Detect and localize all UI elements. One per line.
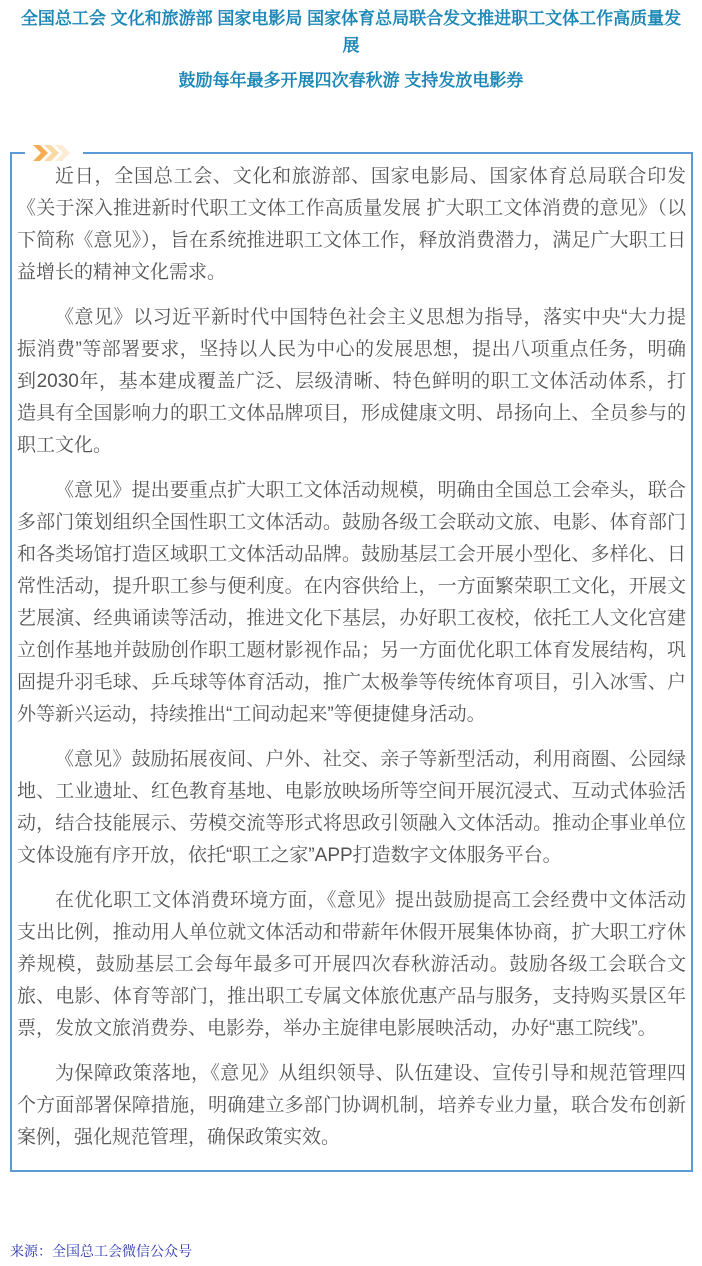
- paragraph: 《意见》鼓励拓展夜间、户外、社交、亲子等新型活动，利用商圈、公园绿地、工业遗址、红色教育基地、电影放映场所等空间开展沉浸式、互动式体验活动，结合技能展示、劳模交流等形式将思政引领融入文体活动。推动企事业单位文体设施有序开放，依托“职工之家”APP打造数字文体服务平台。: [17, 749, 686, 866]
- article-body: [10, 152, 693, 1172]
- paragraph: 《意见》提出要重点扩大职工文体活动规模，明确由全国总工会牵头，联合多部门策划组织全国性职工文体活动。鼓励各级工会联动文旅、电影、体育部门和各类场馆打造区域职工文体活动品牌。鼓励基层工会开展小型化、多样化、日常性活动，提升职工参与便利度。在内容供给上，一方面繁荣职工文化，开展文艺展演、经典诵读等活动，推进文化下基层，办好职工夜校，依托工人文化宫建立创作基地并鼓励创作职工题材影视作品；另一方面优化职工体育发展结构，巩固提升羽毛球、乒乓球等体育活动，推广太极拳等传统体育项目，引入冰雪、户外等新兴运动，持续推出“工间动起来”等便捷健身活动。: [17, 480, 686, 725]
- paragraph: 在优化职工文体消费环境方面，《意见》提出鼓励提高工会经费中文体活动支出比例，推动用人单位就文体活动和带薪年休假开展集体协商，扩大职工疗休养规模，鼓励基层工会每年最多可开展四次春秋游活动。鼓励各级工会联合文旅、电影、体育等部门，推出职工专属文体旅优惠产品与服务，支持购买景区年票，发放文旅消费券、电影券，举办主旋律电影展映活动，办好“惠工院线”。: [17, 890, 686, 1039]
- paragraph: 为保障政策落地，《意见》从组织领导、队伍建设、宣传引导和规范管理四个方面部署保障措施，明确建立多部门协调机制，培养专业力量，联合发布创新案例，强化规范管理，确保政策实效。: [17, 1063, 686, 1148]
- source-line: 来源：全国总工会微信公众号: [10, 1243, 192, 1259]
- article-header: [0, 0, 702, 94]
- page-subtitle: 鼓励每年最多开展四次春秋游 支持发放电影券: [178, 71, 524, 90]
- paragraph: 近日，全国总工会、文化和旅游部、国家电影局、国家体育总局联合印发《关于深入推进新时代职工文体工作高质量发展 扩大职工文体消费的意见》（以下简称《意见》），旨在系统推进职工文体工作，释放消费潜力，满足广大职工日益增长的精神文化需求。: [17, 166, 686, 283]
- paragraph: 《意见》以习近平新时代中国特色社会主义思想为指导，落实中央“大力提振消费”等部署要求，坚持以人民为中心的发展思想，提出八项重点任务，明确到2030年，基本建成覆盖广泛、层级清晰、特色鲜明的职工文体活动体系，打造具有全国影响力的职工文体品牌项目，形成健康文明、昂扬向上、全员参与的职工文化。: [17, 307, 686, 456]
- chevrons-icon: [25, 143, 83, 163]
- page-title: 全国总工会 文化和旅游部 国家电影局 国家体育总局联合发文推进职工文体工作高质量发展: [20, 9, 682, 55]
